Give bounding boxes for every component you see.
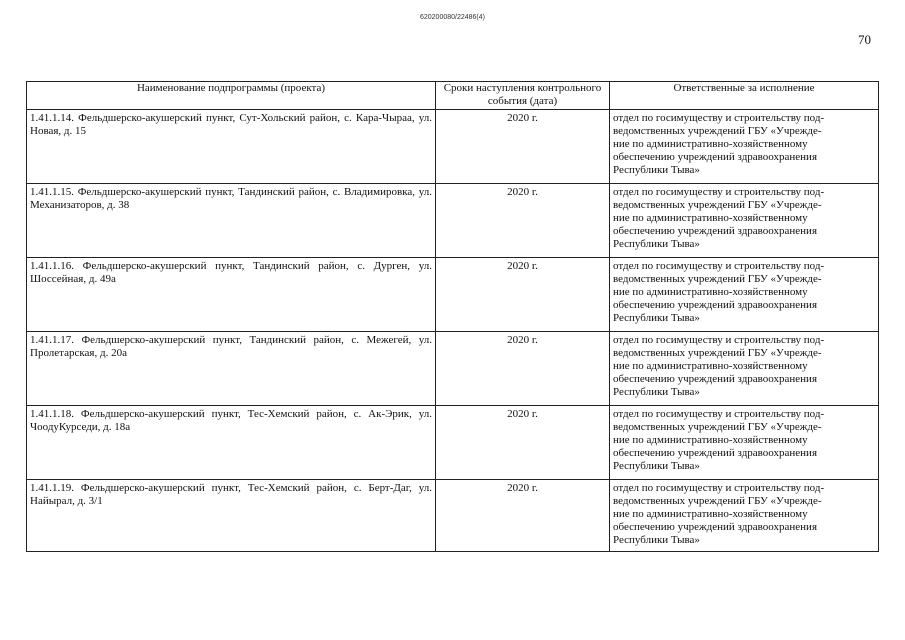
deadline-cell: 2020 г. bbox=[436, 332, 610, 406]
program-name-cell: 1.41.1.16. Фельдшерско-акушерский пункт, Тандинский район, с. Дурген, ул. Шоссейная, д. 49а bbox=[27, 258, 436, 332]
table-row bbox=[27, 406, 879, 480]
column-header-deadline: Сроки наступления контрольного события (дата) bbox=[436, 82, 610, 110]
responsible-line: обеспечению учреждений здравоохранения bbox=[613, 299, 817, 311]
responsible-line: отдел по госимуществу и строительству под- bbox=[613, 112, 825, 124]
responsible-line: ние по административно-хозяйственному bbox=[613, 286, 808, 298]
responsible-line: Республики Тыва» bbox=[613, 534, 700, 546]
table-row bbox=[27, 184, 879, 258]
responsible-line: ние по административно-хозяйственному bbox=[613, 434, 808, 446]
column-header-responsible: Ответственные за исполнение bbox=[610, 82, 879, 110]
document-id: 620200080/22486(4) bbox=[419, 14, 485, 21]
responsible-cell bbox=[610, 332, 879, 406]
table-row bbox=[27, 332, 879, 406]
responsible-line: отдел по госимуществу и строительству под- bbox=[613, 482, 825, 494]
responsible-line: Республики Тыва» bbox=[613, 460, 700, 472]
program-name-cell: 1.41.1.15. Фельдшерско-акушерский пункт, Тандинский район, с. Владимировка, ул. Механизаторов, д. 38 bbox=[27, 184, 436, 258]
table-row bbox=[27, 110, 879, 184]
deadline-cell: 2020 г. bbox=[436, 406, 610, 480]
deadline-cell: 2020 г. bbox=[436, 110, 610, 184]
responsible-cell bbox=[610, 184, 879, 258]
responsible-line: ние по административно-хозяйственному bbox=[613, 508, 808, 520]
schedule-table bbox=[26, 81, 879, 552]
table-header-row bbox=[27, 82, 879, 110]
responsible-line: отдел по госимуществу и строительству под- bbox=[613, 408, 825, 420]
responsible-line: Республики Тыва» bbox=[613, 164, 700, 176]
table-row bbox=[27, 258, 879, 332]
responsible-line: обеспечению учреждений здравоохранения bbox=[613, 447, 817, 459]
responsible-line: ние по административно-хозяйственному bbox=[613, 360, 808, 372]
table-row bbox=[27, 480, 879, 552]
responsible-line: отдел по госимуществу и строительству под- bbox=[613, 334, 825, 346]
responsible-line: обеспечению учреждений здравоохранения bbox=[613, 373, 817, 385]
program-name-cell: 1.41.1.18. Фельдшерско-акушерский пункт, Тес-Хемский район, с. Ак-Эрик, ул. ЧоодуКурседи, д. 18а bbox=[27, 406, 436, 480]
responsible-line: ведомственных учреждений ГБУ «Учрежде- bbox=[613, 421, 822, 433]
page-number: 70 bbox=[858, 32, 871, 47]
responsible-line: обеспечению учреждений здравоохранения bbox=[613, 151, 817, 163]
responsible-cell bbox=[610, 258, 879, 332]
responsible-line: ведомственных учреждений ГБУ «Учрежде- bbox=[613, 273, 822, 285]
responsible-line: отдел по госимуществу и строительству под- bbox=[613, 186, 825, 198]
responsible-line: обеспечению учреждений здравоохранения bbox=[613, 521, 817, 533]
program-name-cell: 1.41.1.19. Фельдшерско-акушерский пункт, Тес-Хемский район, с. Берт-Даг, ул. Найырал, д. 3/1 bbox=[27, 480, 436, 552]
deadline-cell: 2020 г. bbox=[436, 480, 610, 552]
responsible-cell bbox=[610, 406, 879, 480]
responsible-line: Республики Тыва» bbox=[613, 386, 700, 398]
program-name-cell: 1.41.1.17. Фельдшерско-акушерский пункт, Тандинский район, с. Межегей, ул. Пролетарская, д. 20а bbox=[27, 332, 436, 406]
responsible-line: Республики Тыва» bbox=[613, 238, 700, 250]
responsible-line: ведомственных учреждений ГБУ «Учрежде- bbox=[613, 347, 822, 359]
column-header-program-name: Наименование подпрограммы (проекта) bbox=[27, 82, 436, 110]
responsible-line: отдел по госимуществу и строительству под- bbox=[613, 260, 825, 272]
responsible-line: ведомственных учреждений ГБУ «Учрежде- bbox=[613, 495, 822, 507]
deadline-cell: 2020 г. bbox=[436, 184, 610, 258]
deadline-cell: 2020 г. bbox=[436, 258, 610, 332]
responsible-cell bbox=[610, 480, 879, 552]
responsible-line: ведомственных учреждений ГБУ «Учрежде- bbox=[613, 199, 822, 211]
responsible-line: ведомственных учреждений ГБУ «Учрежде- bbox=[613, 125, 822, 137]
program-name-cell: 1.41.1.14. Фельдшерско-акушерский пункт, Сут-Хольский район, с. Кара-Чыраа, ул. Новая, д. 15 bbox=[27, 110, 436, 184]
responsible-line: обеспечению учреждений здравоохранения bbox=[613, 225, 817, 237]
responsible-cell bbox=[610, 110, 879, 184]
responsible-line: Республики Тыва» bbox=[613, 312, 700, 324]
responsible-line: ние по административно-хозяйственному bbox=[613, 138, 808, 150]
responsible-line: ние по административно-хозяйственному bbox=[613, 212, 808, 224]
